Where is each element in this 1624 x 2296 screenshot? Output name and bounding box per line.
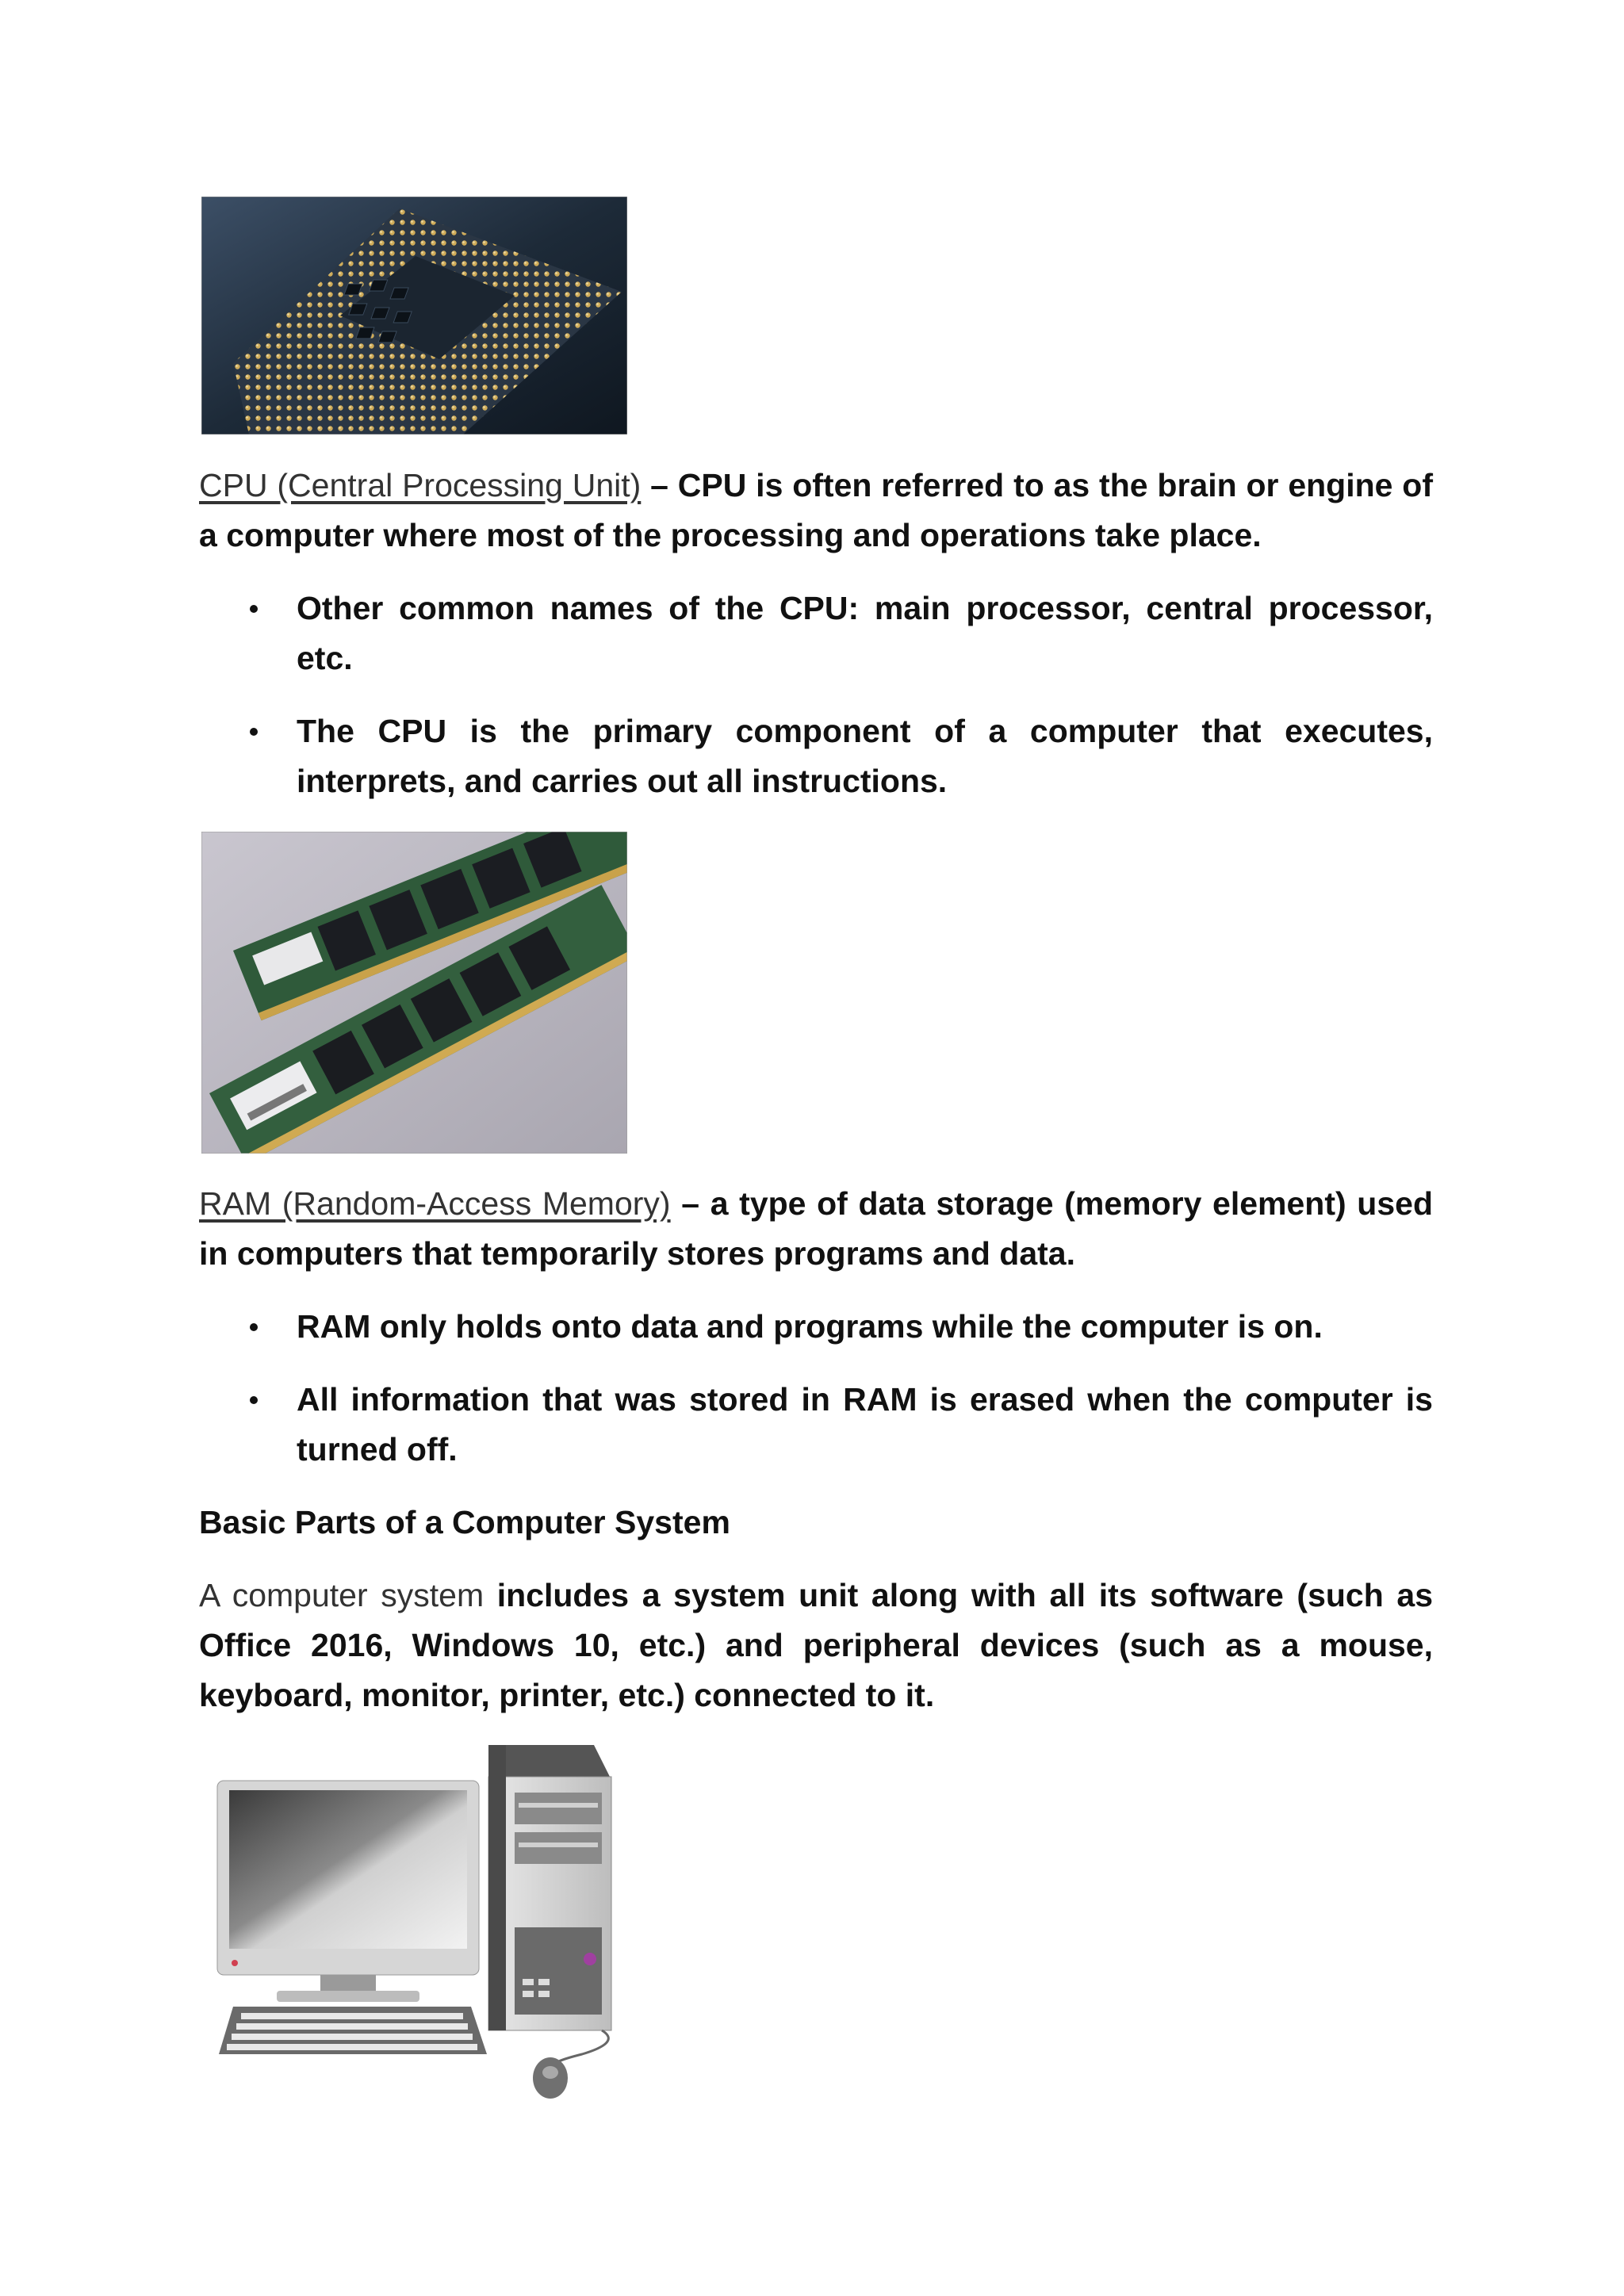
ram-description: – a type of data storage (memory element) used in computers that temporarily stores programs and data. [199, 1185, 1433, 1272]
ram-definition [199, 1179, 1433, 1279]
computer-system-term: A computer system [199, 1577, 485, 1613]
list-item: Other common names of the CPU: main processor, central processor, etc. [199, 584, 1433, 683]
ram-term: RAM (Random-Access Memory) [199, 1185, 671, 1222]
ram-bullet-list [199, 1302, 1433, 1498]
list-item: RAM only holds onto data and programs while the computer is on. [199, 1302, 1433, 1352]
bullet-icon [250, 1396, 258, 1404]
computer-image [201, 1741, 630, 2099]
computer-system-definition [199, 1571, 1433, 1720]
bullet-icon [250, 728, 258, 736]
cpu-description: – CPU is often referred to as the brain or engine of a computer where most of the processing and operations take place. [199, 467, 1433, 553]
cpu-term: CPU (Central Processing Unit) [199, 467, 642, 503]
cpu-image [201, 197, 627, 434]
bullet-icon [250, 1323, 258, 1331]
cpu-definition [199, 461, 1433, 561]
bullet-icon [250, 605, 258, 613]
computer-system-description: includes a system unit along with all its software (such as Office 2016, Windows 10, etc.) and peripheral devices (such as a mouse, keyboard, monitor, printer, etc.) connected to it. [199, 1577, 1434, 1713]
section-heading: Basic Parts of a Computer System [199, 1504, 730, 1540]
ram-image [201, 832, 627, 1154]
cpu-bullet-list [199, 584, 1433, 829]
list-item: All information that was stored in RAM is erased when the computer is turned off. [199, 1375, 1433, 1475]
list-item: The CPU is the primary component of a computer that executes, interprets, and carries out all instructions. [199, 706, 1433, 806]
